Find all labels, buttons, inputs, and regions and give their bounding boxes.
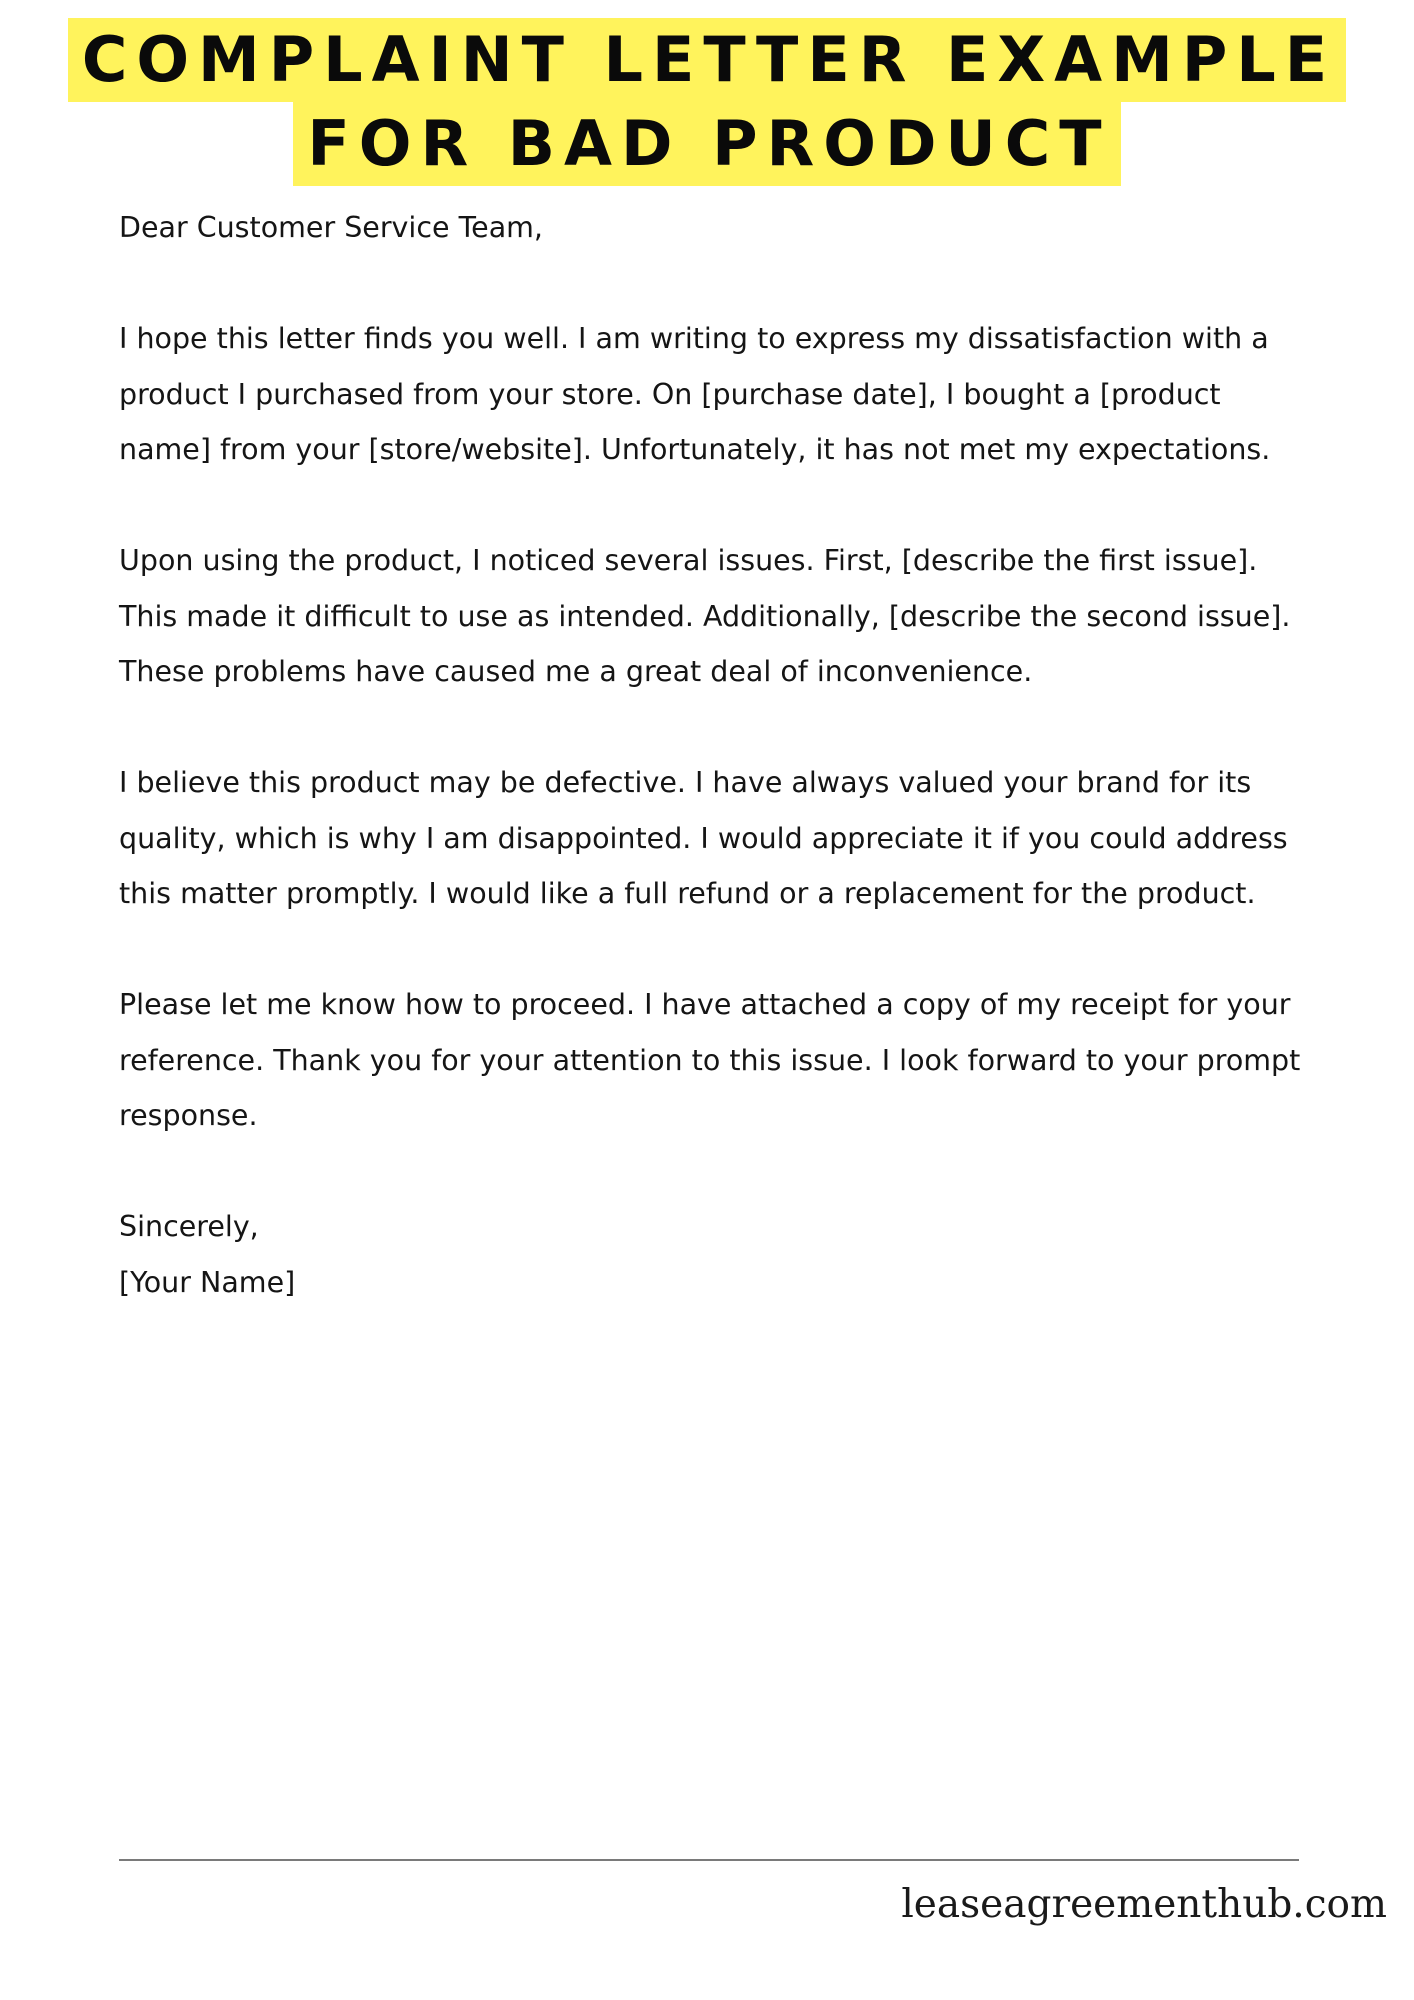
letter-paragraph-1: I hope this letter finds you well. I am writing to express my dissatisfaction with a product I purchased from your store. On [purchase date], I bought a [product name] from your [store/website]. Unfortunately, it has not met my expectations. [119,322,1271,466]
title-line-2: FOR BAD PRODUCT [293,102,1120,186]
letter-paragraph-3: I believe this product may be defective. I have always valued your brand for its quality, which is why I am disappointed. I would appreciate it if you could address this matter promptly. I would like a full refund or a replacement for the product. [119,766,1288,910]
letter-body [119,200,1319,1310]
letter-closing: Sincerely, [119,1210,259,1243]
footer-brand: leaseagreementhub.com [901,1882,1387,1927]
letter-paragraph-4: Please let me know how to proceed. I have attached a copy of my receipt for your reference. Thank you for your attention to this issue. I look forward to your prompt response. [119,988,1301,1132]
document-title [0,18,1414,186]
letter-paragraph-2: Upon using the product, I noticed several issues. First, [describe the first issue]. This made it difficult to use as intended. Additionally, [describe the second issue]. These problems have caused me a great deal of inconvenience. [119,544,1291,688]
letter-signature: [Your Name] [119,1265,296,1299]
footer-divider [119,1859,1299,1861]
letter-greeting: Dear Customer Service Team, [119,211,543,244]
title-line-1: COMPLAINT LETTER EXAMPLE [68,18,1346,102]
